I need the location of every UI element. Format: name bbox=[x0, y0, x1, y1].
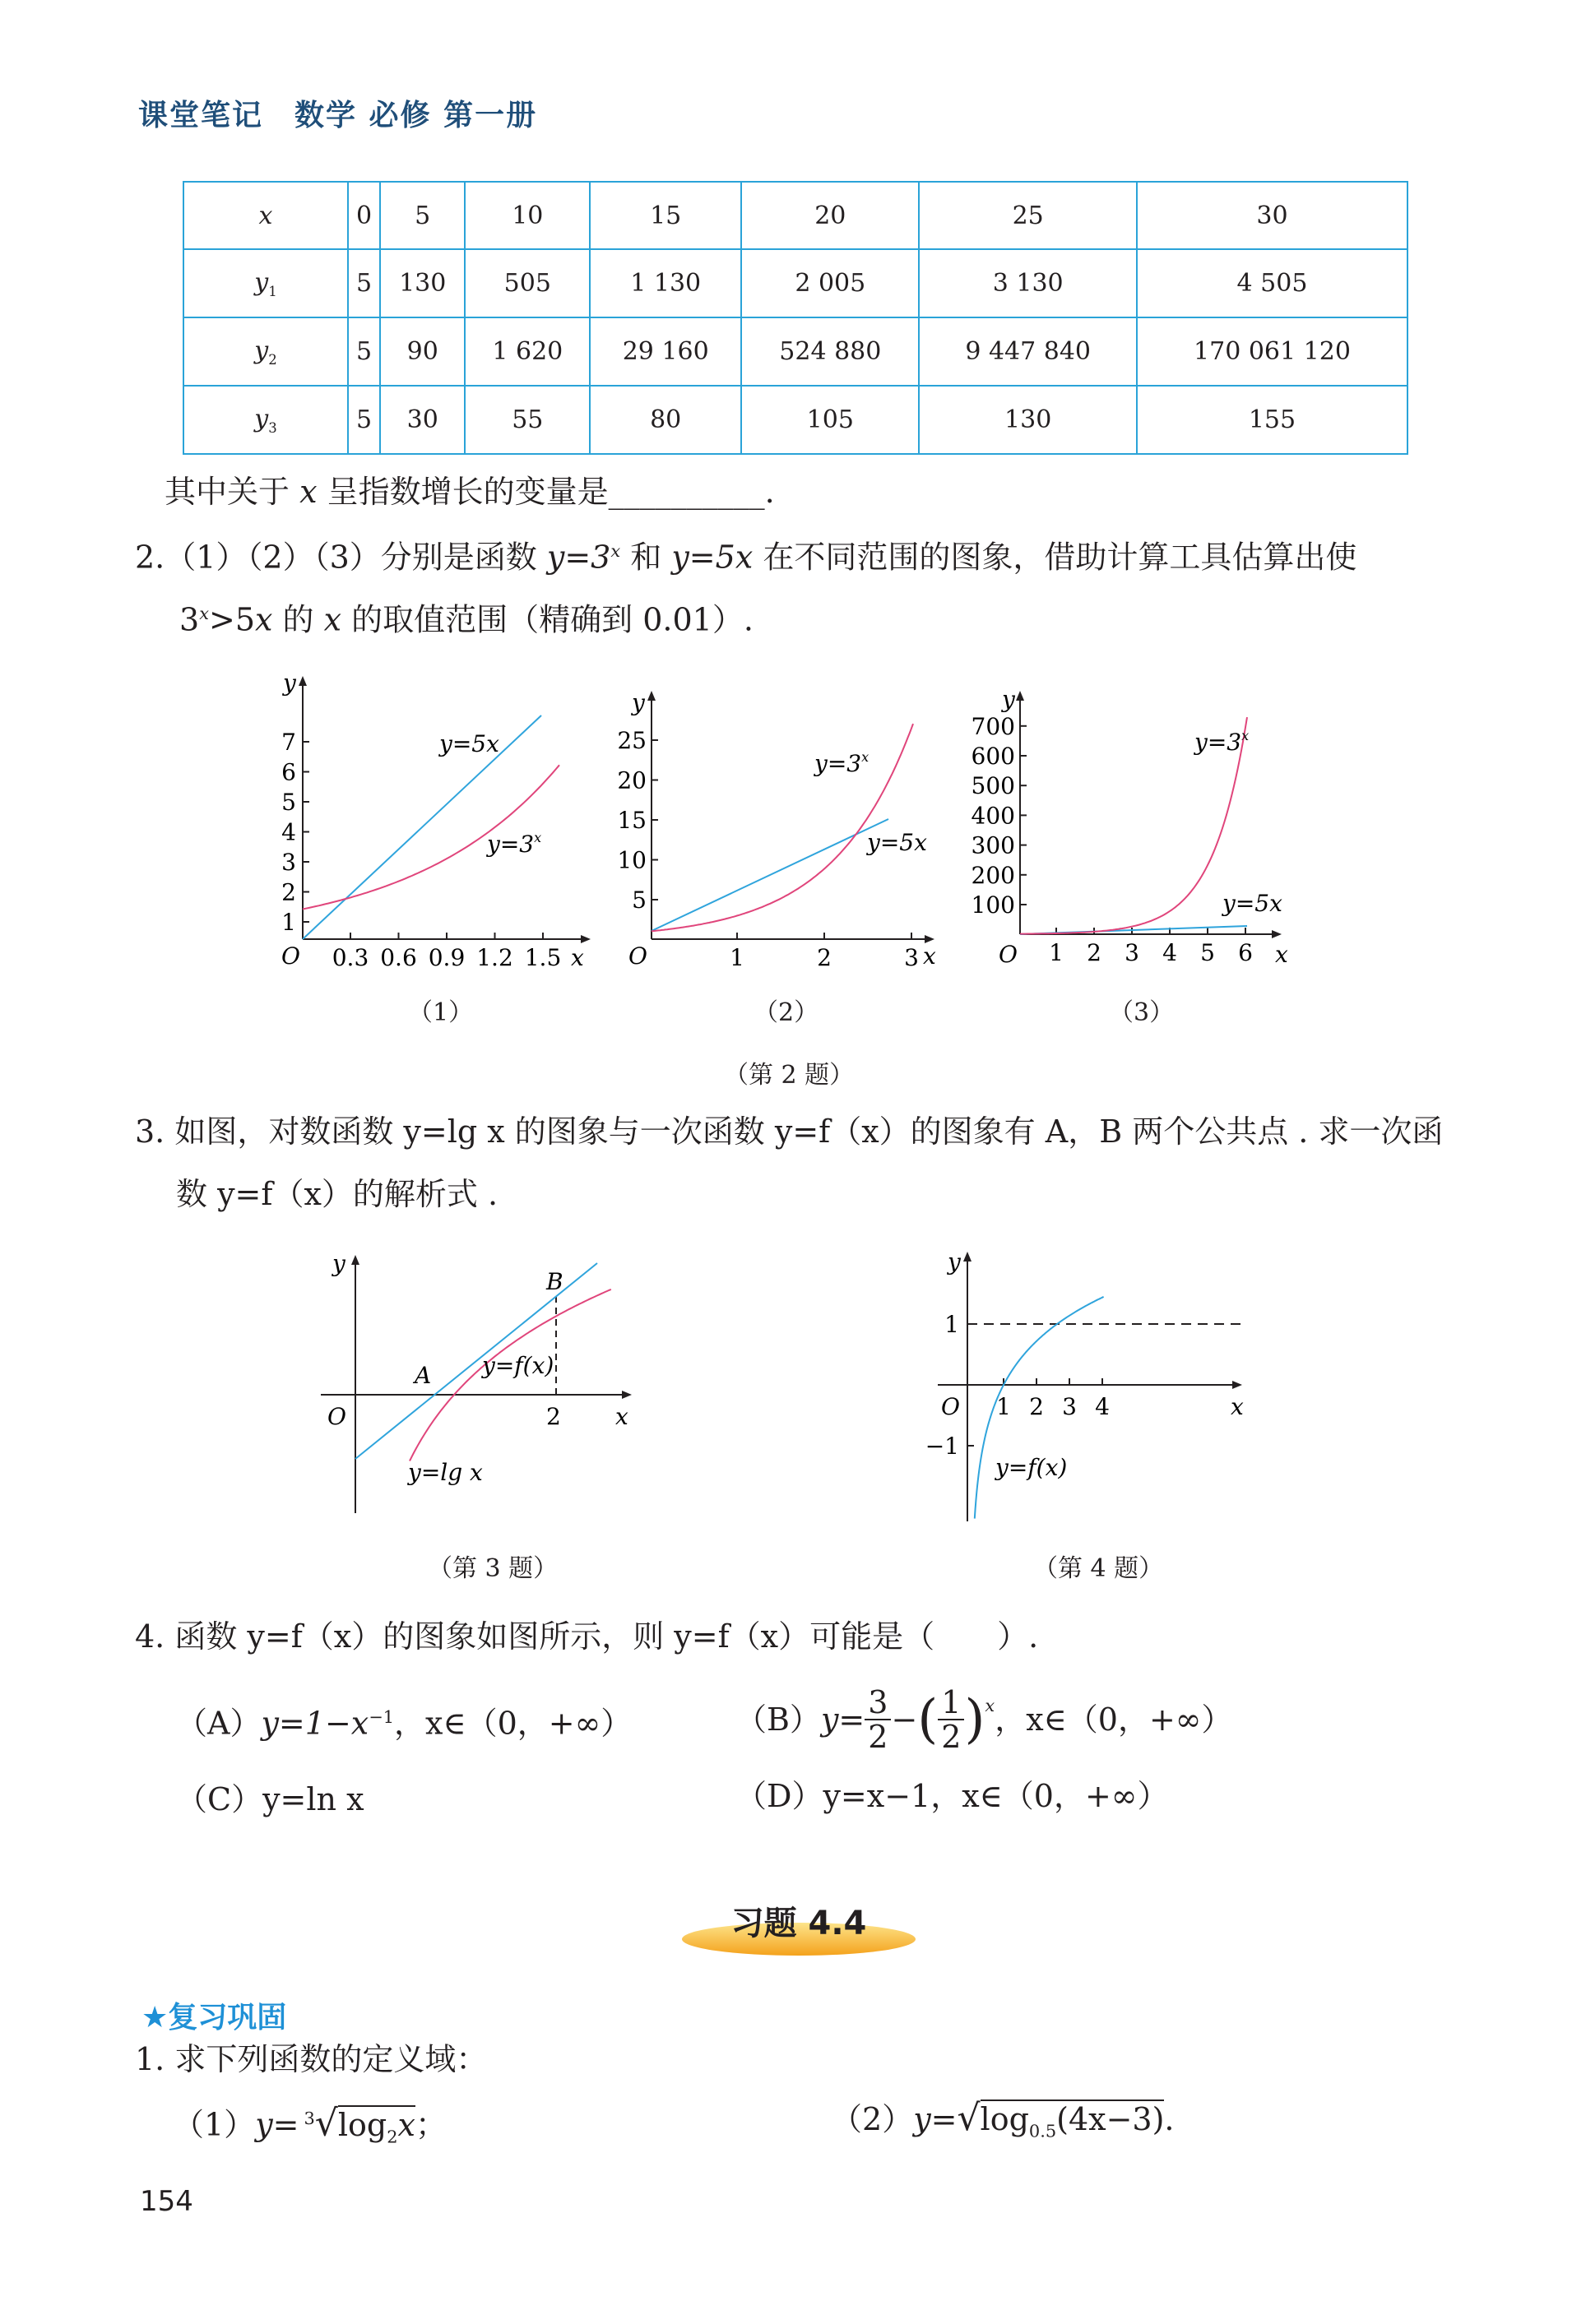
table-row bbox=[183, 182, 1407, 249]
svg-text:y=f(x): y=f(x) bbox=[995, 1454, 1068, 1481]
q3-caption: （第 3 题） bbox=[428, 1554, 559, 1583]
y-tick-label: 3 bbox=[281, 849, 296, 876]
x-tick-label: 3 bbox=[904, 944, 919, 971]
y-tick-label: 700 bbox=[971, 712, 1015, 740]
table-cell: 9 447 840 bbox=[919, 317, 1137, 386]
table-cell: 20 bbox=[741, 182, 919, 249]
table-cell: 3 130 bbox=[919, 249, 1137, 317]
svg-text:y=f(x): y=f(x) bbox=[482, 1352, 554, 1379]
x-tick-label: 2 bbox=[1087, 939, 1101, 966]
page-number: 154 bbox=[140, 2185, 193, 2218]
graph-1-caption: （1） bbox=[408, 998, 474, 1027]
svg-text:y: y bbox=[632, 689, 645, 716]
svg-text:A: A bbox=[415, 1362, 432, 1389]
table-row bbox=[183, 249, 1407, 317]
svg-text:O: O bbox=[327, 1403, 346, 1430]
table-cell: 524 880 bbox=[741, 317, 919, 386]
table-row bbox=[183, 317, 1407, 386]
y-tick-label: 300 bbox=[971, 831, 1015, 859]
graph-3-caption: （3） bbox=[1109, 998, 1175, 1027]
table-cell: 155 bbox=[1137, 386, 1407, 454]
y-tick-label: 4 bbox=[281, 818, 296, 846]
x-tick-label: 2 bbox=[1029, 1393, 1044, 1420]
svg-text:B: B bbox=[546, 1268, 563, 1295]
svg-text:y=3x: $y=3^x$ bbox=[814, 749, 870, 777]
ex1-part1: $(1)y= ^3√\log_2x$； bbox=[173, 2102, 447, 2147]
ex1-stem: 1. 求下列函数的定义域： bbox=[135, 2041, 488, 2077]
table-cell: 90 bbox=[380, 317, 465, 386]
label-line: y=5x bbox=[439, 730, 499, 757]
x-tick-label: 1 bbox=[996, 1393, 1011, 1420]
table-cell: 5 bbox=[348, 249, 380, 317]
graph-2-caption: （2） bbox=[754, 998, 819, 1027]
curve-3x bbox=[652, 724, 913, 931]
x-tick-label: 3 bbox=[1125, 939, 1139, 966]
table-cell: 15 bbox=[590, 182, 741, 249]
graph-3 bbox=[962, 683, 1308, 1012]
table-cell: 2 005 bbox=[741, 249, 919, 317]
svg-text:x: x bbox=[923, 942, 936, 970]
label-exp: $y=3^x$ bbox=[487, 830, 542, 858]
table-cell: 105 bbox=[741, 386, 919, 454]
row-label: $y_2$ bbox=[183, 317, 348, 386]
y-tick-label: 600 bbox=[971, 743, 1015, 770]
table-cell: 10 bbox=[465, 182, 590, 249]
x-tick-label: 0.6 bbox=[380, 944, 417, 971]
exercise-title: 习题 4.4 bbox=[730, 1905, 867, 1942]
table-cell: 1 130 bbox=[590, 249, 741, 317]
q2-line2: $3^x>5x$ 的 x 的取值范围（精确到 0.01）. bbox=[179, 601, 754, 638]
table-cell: 170 061 120 bbox=[1137, 317, 1407, 386]
y-tick-label: −1 bbox=[925, 1433, 959, 1460]
q4-stem: 4. 函数 y=f（x）的图象如图所示，则 y=f（x）可能是（ ）. bbox=[135, 1618, 1039, 1655]
running-header: 课堂笔记 数学 必修 第一册 bbox=[138, 99, 538, 132]
y-tick-label: 5 bbox=[632, 887, 647, 914]
svg-text:O: O bbox=[941, 1393, 960, 1420]
svg-text:x: x bbox=[615, 1403, 628, 1430]
q1-tail: 其中关于 x 呈指数增长的变量是__________. bbox=[165, 474, 775, 510]
svg-text:y=5x: y=5x bbox=[1222, 890, 1282, 917]
x-tick-label: 4 bbox=[1162, 939, 1177, 966]
x-tick-label: 6 bbox=[1238, 939, 1253, 966]
row-label: $y_1$ bbox=[183, 249, 348, 317]
q4-caption: （第 4 题） bbox=[1033, 1554, 1164, 1583]
y-tick-label: 10 bbox=[617, 846, 647, 874]
table-cell: 5 bbox=[348, 317, 380, 386]
q4-option-d: （D）y=x−1，x∈（0，+∞） bbox=[735, 1778, 1169, 1814]
table-cell: 29 160 bbox=[590, 317, 741, 386]
graph-q3 bbox=[313, 1242, 658, 1521]
q2-caption: （第 2 题） bbox=[724, 1061, 855, 1090]
exercise-badge bbox=[679, 1896, 918, 1961]
review-heading: ★复习巩固 bbox=[141, 2001, 287, 2035]
y-tick-label: 1 bbox=[944, 1311, 959, 1338]
y-tick-label: 7 bbox=[281, 729, 296, 756]
graph-q4 bbox=[925, 1242, 1275, 1530]
table-cell: 1 620 bbox=[465, 317, 590, 386]
q2-line1: 2.（1）（2）（3）分别是函数 $y=3^x$ 和 y=5x 在不同范围的图象，借助计算工具估算出使 bbox=[135, 539, 1357, 576]
y-tick-label: 400 bbox=[971, 802, 1015, 830]
y-tick-label: 20 bbox=[617, 766, 647, 794]
y-tick-label: 2 bbox=[281, 878, 296, 906]
table-cell: 4 505 bbox=[1137, 249, 1407, 317]
data-table bbox=[183, 181, 1408, 455]
table-cell: 505 bbox=[465, 249, 590, 317]
y-tick-label: 25 bbox=[617, 727, 647, 754]
origin-label: O bbox=[281, 942, 300, 970]
x-tick-label: 1.2 bbox=[476, 944, 513, 971]
table-cell: 80 bbox=[590, 386, 741, 454]
y-tick-label: 6 bbox=[281, 758, 296, 786]
table-cell: 130 bbox=[380, 249, 465, 317]
y-tick-label: 1 bbox=[281, 909, 296, 936]
svg-text:y=lg x: y=lg x bbox=[408, 1459, 483, 1486]
x-axis-label: x bbox=[571, 944, 584, 971]
table-cell: 5 bbox=[348, 386, 380, 454]
svg-text:y: y bbox=[332, 1250, 345, 1277]
graph-2 bbox=[617, 683, 962, 1012]
q4-option-c: （C）y=ln x bbox=[176, 1781, 364, 1817]
line-y5x bbox=[652, 819, 888, 931]
y-axis-label: y bbox=[283, 669, 296, 697]
svg-text:y: y bbox=[1002, 686, 1015, 713]
q4-option-b: （B） y= $\frac{3}{2}$ − ( $\frac{1}{2}$ ) $^x$ ，x∈（0，+∞） bbox=[735, 1684, 1233, 1755]
y-tick-label: 5 bbox=[281, 789, 296, 816]
svg-text:y: y bbox=[948, 1248, 961, 1275]
x-tick-label: 1.5 bbox=[524, 944, 562, 971]
q3-line2: 数 y=f（x）的解析式 . bbox=[176, 1176, 499, 1212]
graph-1 bbox=[263, 666, 609, 1012]
row-label: x bbox=[183, 182, 348, 249]
x-tick-label: 5 bbox=[1200, 939, 1215, 966]
svg-text:2: 2 bbox=[546, 1403, 561, 1430]
svg-text:O: O bbox=[999, 941, 1018, 968]
table-cell: 30 bbox=[1137, 182, 1407, 249]
y-tick-label: 200 bbox=[971, 861, 1015, 889]
y-tick-label: 100 bbox=[971, 891, 1015, 919]
x-tick-label: 4 bbox=[1095, 1393, 1110, 1420]
table-row bbox=[183, 386, 1407, 454]
table-cell: 130 bbox=[919, 386, 1137, 454]
x-tick-label: 1 bbox=[730, 944, 744, 971]
svg-text:O: O bbox=[628, 942, 647, 970]
row-label: $y_3$ bbox=[183, 386, 348, 454]
y-tick-label: 15 bbox=[617, 807, 647, 834]
x-tick-label: 1 bbox=[1049, 939, 1064, 966]
q4-option-a: $(A)y=1-x^{-1}$，x∈（0，+∞） bbox=[176, 1705, 633, 1742]
table-cell: 0 bbox=[348, 182, 380, 249]
svg-text:x: x bbox=[1231, 1393, 1244, 1420]
x-tick-label: 3 bbox=[1062, 1393, 1077, 1420]
x-tick-label: 2 bbox=[817, 944, 832, 971]
svg-text:y=5x: y=5x bbox=[867, 829, 927, 856]
table-cell: 55 bbox=[465, 386, 590, 454]
x-tick-label: 0.3 bbox=[332, 944, 369, 971]
ex1-part2: $(2)y=√\log_{0.5}(4x-3)$. bbox=[831, 2097, 1175, 2141]
y-tick-label: 500 bbox=[971, 772, 1015, 800]
line-y5x bbox=[303, 715, 541, 939]
q3-line1: 3. 如图，对数函数 y=lg x 的图象与一次函数 y=f（x）的图象有 A，B 两个公共点 . 求一次函 bbox=[135, 1113, 1444, 1150]
table-cell: 5 bbox=[380, 182, 465, 249]
table-cell: 25 bbox=[919, 182, 1137, 249]
svg-text:x: x bbox=[1275, 941, 1288, 968]
table-cell: 30 bbox=[380, 386, 465, 454]
svg-text:y=3x: $y=3^x$ bbox=[1194, 728, 1250, 756]
x-tick-label: 0.9 bbox=[428, 944, 466, 971]
